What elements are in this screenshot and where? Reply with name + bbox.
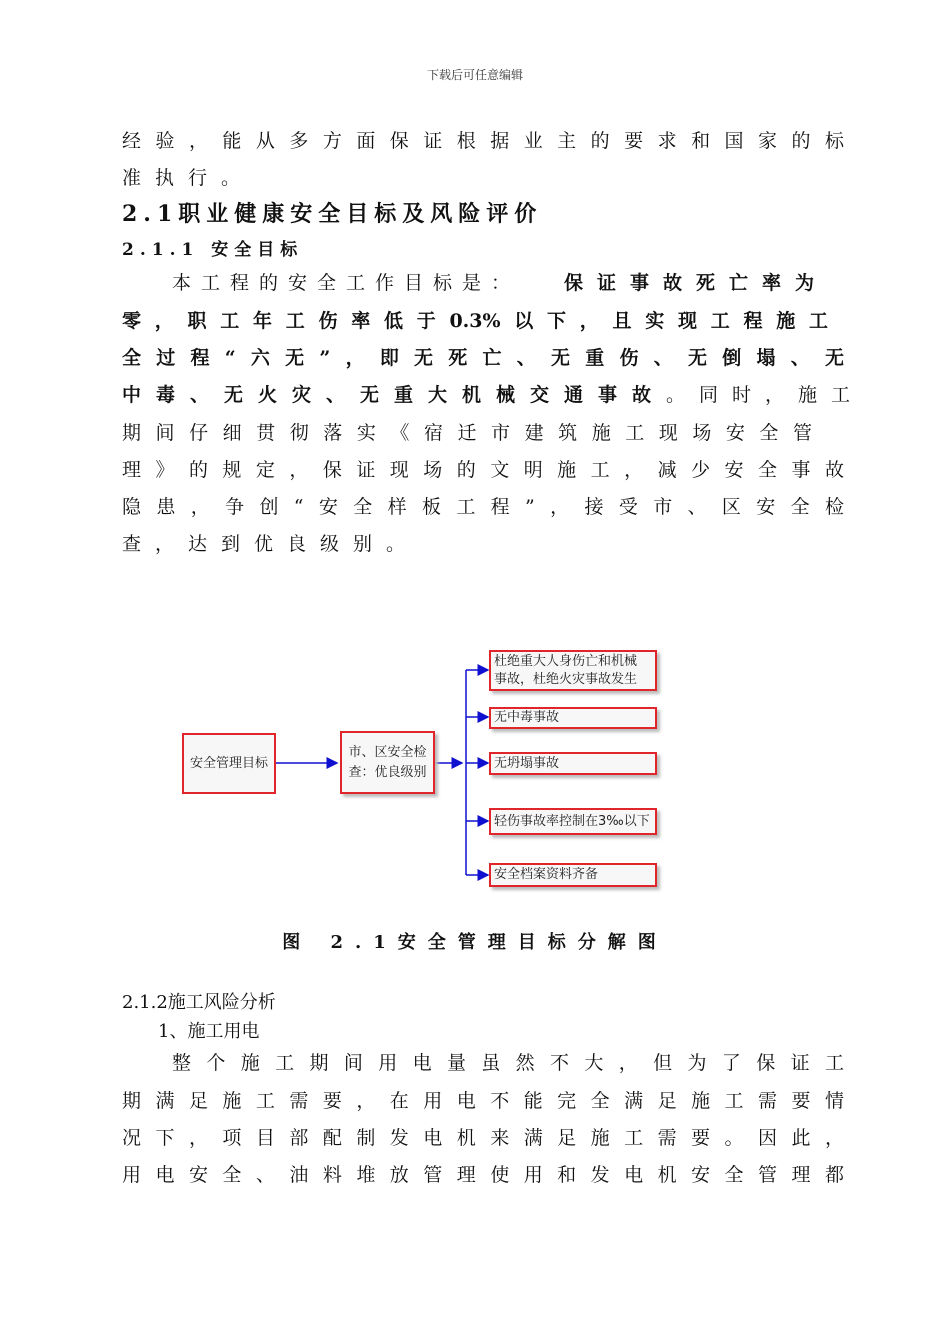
section-heading: 2.1职业健康安全目标及风险评价 xyxy=(122,201,543,227)
risk-line-4: 用电安全、油料堆放管理使用和发电机安全管理都 xyxy=(122,1164,844,1186)
body-line: 准执行。 xyxy=(122,167,255,189)
risk-line-3: 况下，项目部配制发电机来满足施工需要。因此， xyxy=(122,1127,844,1149)
goal-line-8: 查，达到优良级别。 xyxy=(122,533,420,555)
risk-line-1: 整个施工期间用电量虽然不大，但为了保证工 xyxy=(172,1052,844,1074)
goal-text: 。同时，施工 xyxy=(666,384,865,406)
figure-caption: 图 2.1安全管理目标分解图 xyxy=(282,932,668,953)
goal-text: 本工程的安全工作目标是： xyxy=(172,272,521,294)
body-line: 经验，能从多方面保证根据业主的要求和国家的标 xyxy=(122,130,844,152)
goal-emphasis: 保证事故死亡率为 xyxy=(563,272,828,294)
risk-subheading: 1、施工用电 xyxy=(158,1021,260,1042)
risk-heading: 2.1.2施工风险分析 xyxy=(122,992,276,1013)
goal-line-7: 隐患，争创“安全样板工程”，接受市、区安全检 xyxy=(122,496,844,518)
subsection-heading: 2.1.1 安全目标 xyxy=(122,240,304,260)
goal-line-2: 零，职工年工伤率低于0.3%以下，且实现工程施工 xyxy=(122,310,828,332)
goal-line-6: 理》的规定，保证现场的文明施工，减少安全事故 xyxy=(122,459,844,481)
goal-line-3: 全过程“六无”，即无死亡、无重伤、无倒塌、无 xyxy=(122,347,844,369)
goal-emphasis: 中毒、无火灾、无重大机械交通事故 xyxy=(122,384,667,406)
node-branch-2: 无中毒事故 xyxy=(489,707,657,729)
node-root: 安全管理目标 xyxy=(182,733,276,794)
goal-line-5: 期间仔细贯彻落实《宿迁市建筑施工现场安全管 xyxy=(122,422,812,444)
node-branch-4: 轻伤事故率控制在3‰以下 xyxy=(489,808,657,835)
node-branch-5: 安全档案资料齐备 xyxy=(489,863,657,887)
risk-line-2: 期满足施工需要，在用电不能完全满足施工需要情 xyxy=(122,1090,844,1112)
node-middle xyxy=(340,731,435,794)
node-middle-line: 查：优良级别 xyxy=(348,764,427,780)
page-header: 下载后可任意编辑 xyxy=(426,68,523,82)
node-branch-3: 无坍塌事故 xyxy=(489,752,657,775)
node-branch-1 xyxy=(489,650,657,691)
node-branch-line: 事故，杜绝火灾事故发生 xyxy=(494,671,638,687)
node-middle-line: 市、区安全检 xyxy=(348,744,427,760)
node-branch-line: 杜绝重大人身伤亡和机械 xyxy=(494,653,638,669)
